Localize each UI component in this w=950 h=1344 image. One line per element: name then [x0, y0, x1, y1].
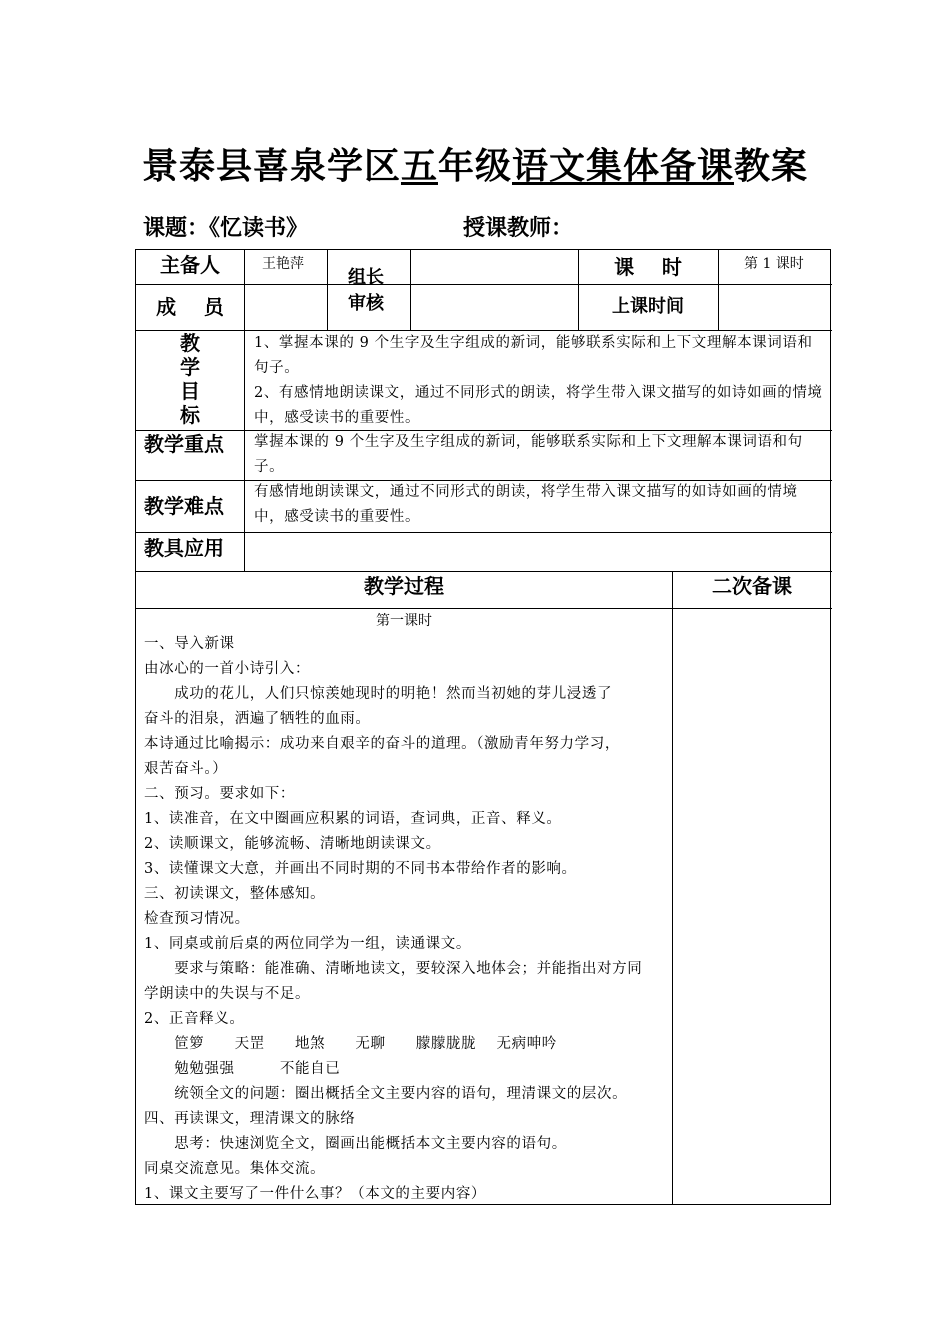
teaching-focus-text: 掌握本课的 9 个生字及生字组成的新词，能够联系实际和上下文理解本课词语和句子。	[254, 434, 803, 475]
process-line: 2、读顺课文，能够流畅、清晰地朗读课文。	[144, 836, 441, 852]
process-line: 笸箩 天罡 地煞 无聊 朦朦胧胧 无病呻吟	[144, 1036, 557, 1052]
process-line: 统领全文的问题：圈出概括全文主要内容的语句，理清课文的层次。	[144, 1086, 628, 1102]
teaching-difficulty-text: 有感情地朗读课文，通过不同形式的朗读，将学生带入课文描写的如诗如画的情境中，感受读书的重要性。	[254, 484, 798, 525]
process-line: 四、再读课文，理清课文的脉络	[144, 1111, 356, 1127]
process-line: 思考：快速浏览全文，圈画出能概括本文主要内容的语句。	[144, 1136, 567, 1152]
period-value: 第 1 课时	[744, 256, 804, 272]
class-time-label: 上课时间	[612, 296, 684, 317]
group-review-label-line1: 组长	[348, 267, 384, 288]
main-preparer-value: 王艳萍	[262, 256, 304, 272]
members-label: 成 员	[156, 295, 224, 319]
goals-label-char-2: 学	[180, 355, 200, 379]
secondary-prep-header: 二次备课	[712, 574, 792, 598]
process-line: 1、读准音，在文中圈画应积累的词语，查词典，正音、释义。	[144, 811, 562, 827]
process-line: 成功的花儿，人们只惊羡她现时的明艳！然而当初她的芽儿浸透了	[144, 686, 613, 702]
title-text-5: 教案	[734, 146, 809, 187]
teacher-label: 授课教师：	[463, 216, 574, 241]
process-line: 要求与策略：能准确、清晰地读文，要较深入地体会；并能指出对方同	[144, 961, 643, 977]
process-line: 检查预习情况。	[144, 911, 250, 927]
process-line: 3、读懂课文大意，并画出不同时期的不同书本带给作者的影响。	[144, 861, 577, 877]
lesson-plan-table	[135, 249, 831, 1205]
process-line: 一、导入新课	[144, 636, 235, 652]
process-line: 2、正音释义。	[144, 1011, 245, 1027]
process-line: 由冰心的一首小诗引入：	[144, 661, 311, 677]
process-line: 二、预习。要求如下：	[144, 786, 295, 802]
teaching-tools-label: 教具应用	[144, 536, 224, 560]
process-line: 1、课文主要写了一件什么事？（本文的主要内容）	[144, 1186, 487, 1202]
main-preparer-label: 主备人	[160, 253, 220, 277]
process-line: 学朗读中的失误与不足。	[144, 986, 311, 1002]
process-line: 艰苦奋斗。）	[144, 761, 228, 777]
process-line: 奋斗的泪泉，洒遍了牺牲的血雨。	[144, 711, 371, 727]
group-review-label	[348, 265, 408, 317]
title-text-2: 五	[400, 146, 438, 187]
goals-label-char-4: 标	[180, 403, 200, 427]
process-line: 勉勉强强 不能自已	[144, 1061, 341, 1077]
teaching-process-content	[144, 632, 670, 1207]
document-title	[0, 138, 950, 189]
teaching-goals-label	[136, 331, 244, 427]
teaching-difficulty-label: 教学难点	[144, 494, 224, 518]
teaching-goals-text: 1、掌握本课的 9 个生字及生字组成的新词，能够联系实际和上下文理解本课词语和句子。 2、有感情地朗读课文，通过不同形式的朗读，将学生带入课文描写的如诗如画的情境中，感受读书的重要性。	[254, 335, 823, 426]
process-line: 本诗通过比喻揭示：成功来自艰辛的奋斗的道理。（激励青年努力学习，	[144, 736, 620, 752]
teaching-process-header: 教学过程	[364, 574, 444, 598]
goals-label-char-1: 教	[180, 331, 200, 355]
title-text-4: 语文集体备课	[512, 146, 735, 187]
goals-label-char-3: 目	[180, 379, 200, 403]
process-line: 三、初读课文，整体感知。	[144, 886, 326, 902]
teaching-focus-label: 教学重点	[144, 432, 224, 456]
period-label: 课 时	[614, 255, 682, 279]
title-text-3: 年级	[437, 146, 512, 187]
group-review-label-line2: 审核	[348, 293, 384, 314]
title-text-1: 景泰县喜泉学区	[141, 146, 401, 187]
lesson-subject: 课题：《忆读书》	[143, 216, 309, 241]
process-line: 同桌交流意见。集体交流。	[144, 1161, 326, 1177]
session-title: 第一课时	[376, 613, 432, 629]
process-line: 1、同桌或前后桌的两位同学为一组，读通课文。	[144, 936, 471, 952]
